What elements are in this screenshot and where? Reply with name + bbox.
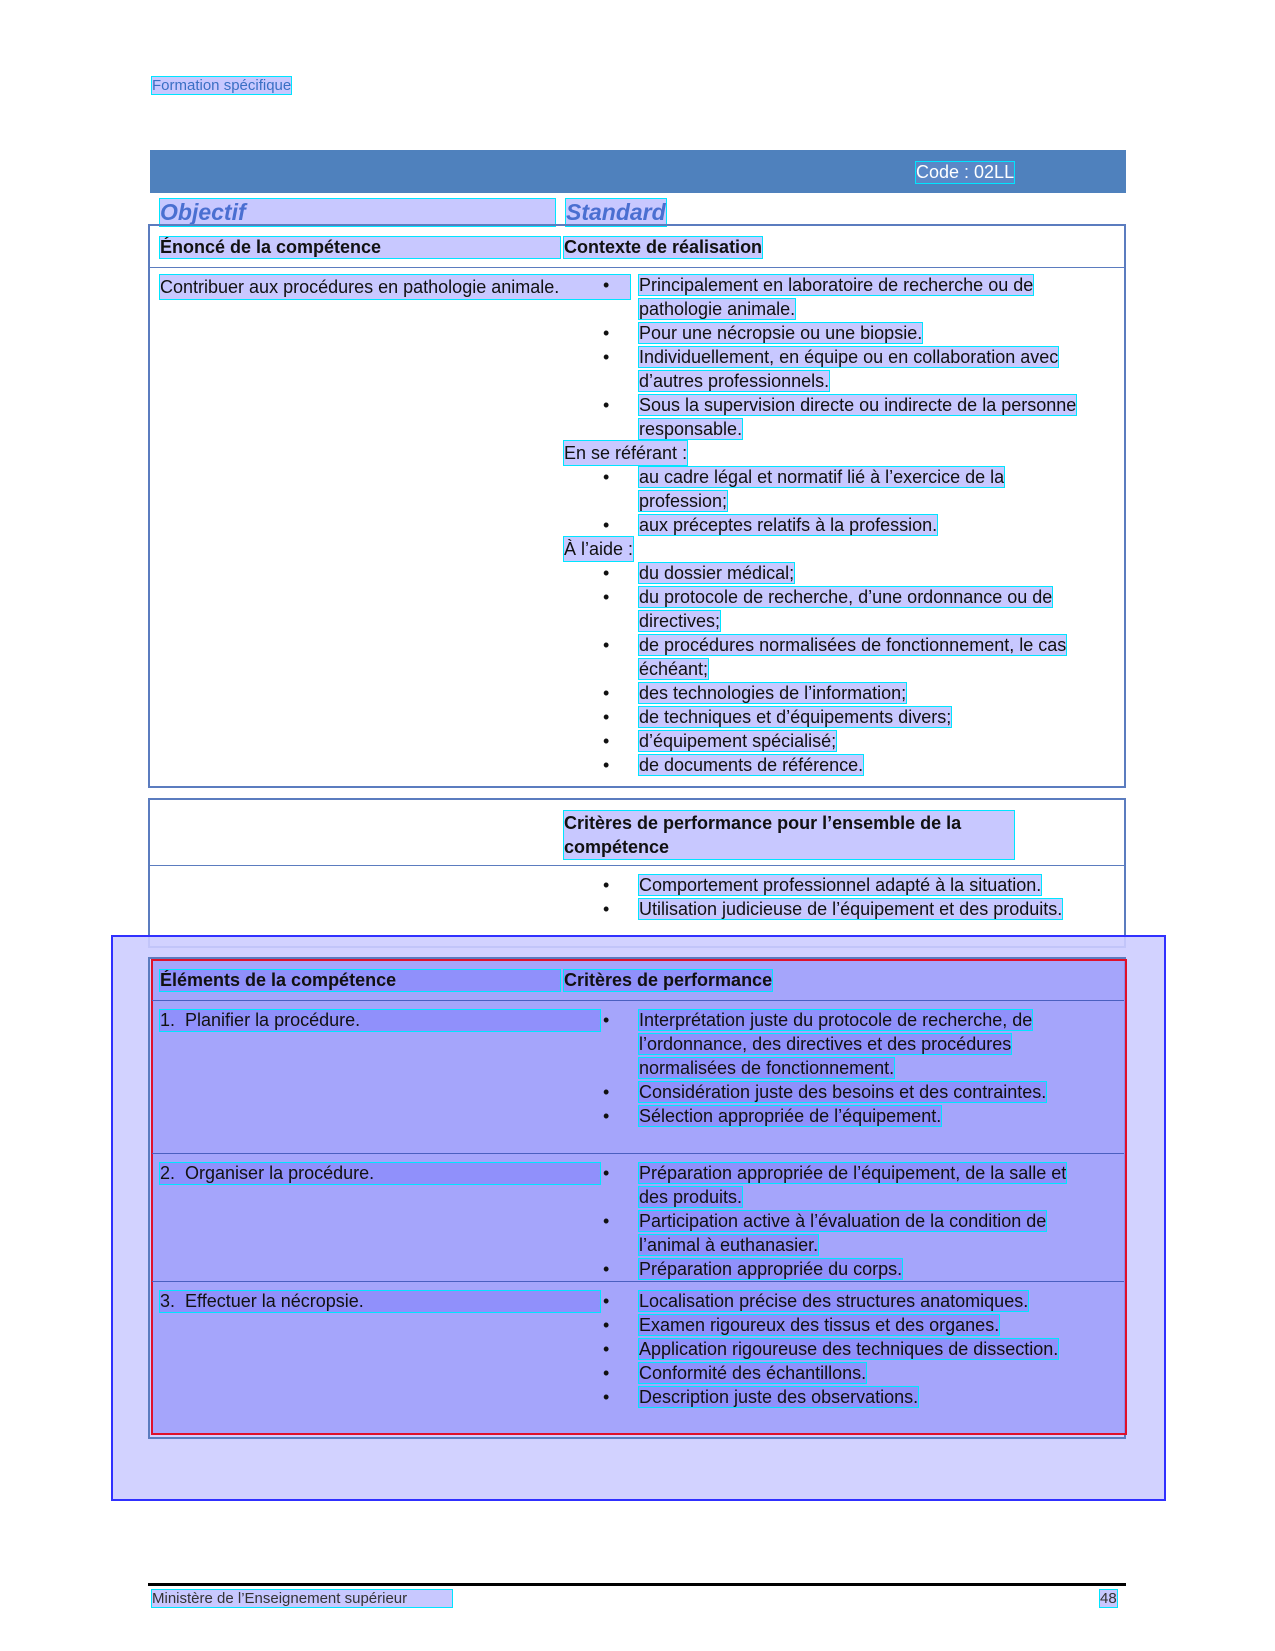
list-item-text: de documents de référence. bbox=[639, 755, 864, 775]
list-item-text: Description juste des observations. bbox=[639, 1387, 919, 1407]
list-item-text: Comportement professionnel adapté à la situation. bbox=[639, 875, 1042, 895]
list-item-text: Principalement en laboratoire de recherche ou de pathologie animale. bbox=[639, 275, 1034, 319]
list-item-text: Préparation appropriée du corps. bbox=[639, 1259, 903, 1279]
section-standard: Standard bbox=[566, 199, 666, 225]
list-item-text: Utilisation judicieuse de l’équipement et des produits. bbox=[639, 899, 1063, 919]
elements-header: Éléments de la compétence bbox=[160, 970, 560, 991]
list-item bbox=[603, 321, 1088, 345]
code-label: Code : 02LL bbox=[916, 162, 1015, 182]
list-item-text: Sélection appropriée de l’équipement. bbox=[639, 1106, 942, 1126]
page-number: 48 bbox=[1100, 1590, 1117, 1607]
list-item bbox=[603, 585, 1088, 633]
list-item bbox=[603, 1289, 1088, 1313]
list-item bbox=[603, 1257, 1088, 1281]
table-divider bbox=[152, 1000, 1124, 1001]
list-item bbox=[603, 393, 1088, 441]
list-item bbox=[603, 561, 1088, 585]
criteria-row-3 bbox=[603, 1289, 1088, 1409]
formation-label: Formation spécifique bbox=[152, 77, 292, 94]
list-item-text: des technologies de l’information; bbox=[639, 683, 907, 703]
list-item bbox=[603, 1209, 1088, 1257]
list-item bbox=[603, 1361, 1088, 1385]
list-item bbox=[603, 273, 1088, 321]
footer-rule bbox=[148, 1583, 1126, 1586]
list-item-text: Préparation appropriée de l’équipement, de la salle et des produits. bbox=[639, 1163, 1067, 1207]
table-divider bbox=[149, 865, 1125, 866]
list-item-text: Sous la supervision directe ou indirecte de la personne responsable. bbox=[639, 395, 1077, 439]
list-item bbox=[603, 897, 1098, 921]
criteria-row-2 bbox=[603, 1161, 1088, 1281]
list-item-text: Examen rigoureux des tissus et des organes. bbox=[639, 1315, 1000, 1335]
en-se-referant: En se référant : bbox=[564, 443, 688, 463]
element-text: Organiser la procédure. bbox=[185, 1163, 375, 1183]
list-item-text: du dossier médical; bbox=[639, 563, 795, 583]
element-row-2 bbox=[160, 1163, 600, 1184]
table-divider bbox=[149, 267, 1125, 268]
criteria-ensemble-list bbox=[603, 873, 1098, 921]
list-item-text: du protocole de recherche, d’une ordonnance ou de directives; bbox=[639, 587, 1053, 631]
criteria-row-1 bbox=[603, 1008, 1088, 1128]
element-row-3 bbox=[160, 1291, 600, 1312]
list-item bbox=[603, 873, 1098, 897]
list-item bbox=[603, 1337, 1088, 1361]
element-text: Planifier la procédure. bbox=[185, 1010, 361, 1030]
list-item-text: Application rigoureuse des techniques de dissection. bbox=[639, 1339, 1059, 1359]
list-item-text: de procédures normalisées de fonctionnement, le cas échéant; bbox=[639, 635, 1067, 679]
list-item bbox=[603, 1008, 1088, 1080]
table-divider bbox=[152, 1153, 1124, 1154]
list-item-text: de techniques et d’équipements divers; bbox=[639, 707, 952, 727]
list-item bbox=[603, 729, 1088, 753]
enonce-text: Contribuer aux procédures en pathologie animale. bbox=[160, 275, 630, 299]
list-item bbox=[603, 513, 1088, 537]
list-item-text: Pour une nécropsie ou une biopsie. bbox=[639, 323, 923, 343]
section-objectif: Objectif bbox=[160, 199, 555, 226]
list-item bbox=[603, 1104, 1088, 1128]
list-item bbox=[603, 1161, 1088, 1209]
list-item-text: d’équipement spécialisé; bbox=[639, 731, 837, 751]
list-item bbox=[603, 681, 1088, 705]
list-item-text: Participation active à l’évaluation de la condition de l’animal à euthanasier. bbox=[639, 1211, 1047, 1255]
list-item bbox=[603, 345, 1088, 393]
list-item-text: Conformité des échantillons. bbox=[639, 1363, 867, 1383]
list-item bbox=[603, 1313, 1088, 1337]
list-item bbox=[603, 705, 1088, 729]
a-laide: À l’aide : bbox=[564, 539, 634, 559]
list-item bbox=[603, 753, 1088, 777]
list-item bbox=[603, 1385, 1088, 1409]
element-number: 1. bbox=[160, 1010, 176, 1030]
list-item-text: Individuellement, en équipe ou en collaboration avec d’autres professionnels. bbox=[639, 347, 1059, 391]
list-item-text: Interprétation juste du protocole de recherche, de l’ordonnance, des directives et des procédures normalisées de fonctionnement. bbox=[639, 1010, 1033, 1078]
list-item-text: Localisation précise des structures anatomiques. bbox=[639, 1291, 1029, 1311]
list-item bbox=[603, 1080, 1088, 1104]
list-item-text: Considération juste des besoins et des contraintes. bbox=[639, 1082, 1047, 1102]
enonce-header: Énoncé de la compétence bbox=[160, 237, 560, 258]
footer-ministry: Ministère de l’Enseignement supérieur bbox=[152, 1590, 452, 1607]
element-number: 3. bbox=[160, 1291, 176, 1311]
list-item-text: au cadre légal et normatif lié à l’exercice de la profession; bbox=[639, 467, 1005, 511]
table-divider bbox=[152, 1281, 1124, 1282]
element-number: 2. bbox=[160, 1163, 176, 1183]
criteria-ensemble-header: Critères de performance pour l’ensemble de la compétence bbox=[564, 811, 1014, 859]
criteres-header: Critères de performance bbox=[564, 970, 773, 990]
element-row-1 bbox=[160, 1010, 600, 1031]
list-item bbox=[603, 633, 1088, 681]
element-text: Effectuer la nécropsie. bbox=[185, 1291, 364, 1311]
list-item bbox=[603, 465, 1088, 513]
list-item-text: aux préceptes relatifs à la profession. bbox=[639, 515, 938, 535]
contexte-header: Contexte de réalisation bbox=[564, 237, 763, 257]
contexte-list bbox=[564, 273, 1088, 777]
